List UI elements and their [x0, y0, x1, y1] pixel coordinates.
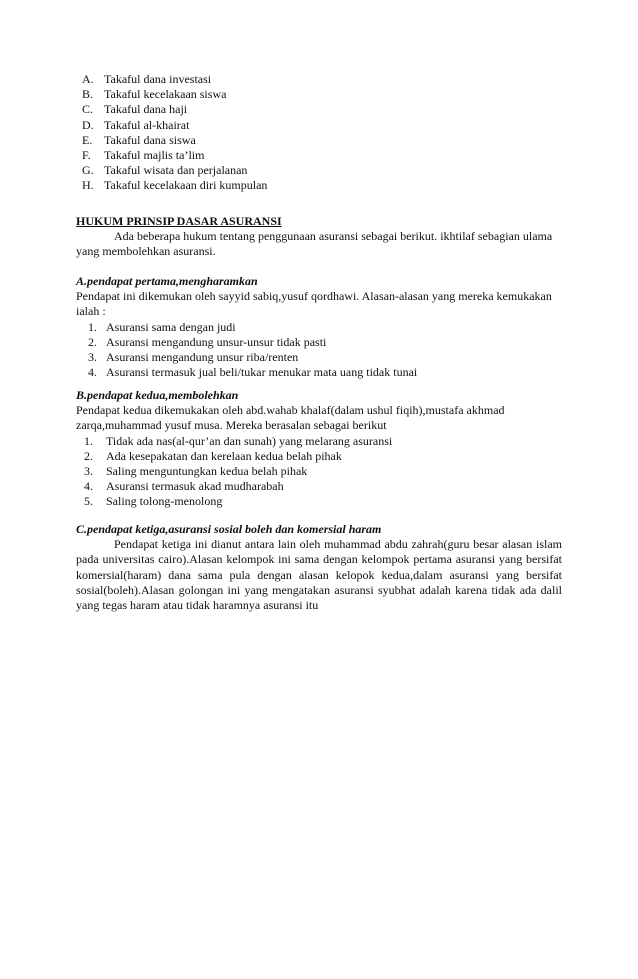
list-marker: 5.	[84, 494, 93, 509]
list-text: Asuransi mengandung unsur-unsur tidak pasti	[106, 334, 327, 349]
list-text: Asuransi termasuk jual beli/tukar menukar mata uang tidak tunai	[106, 365, 418, 380]
list-item	[76, 87, 562, 102]
list-item	[76, 72, 562, 87]
list-text: Takaful kecelakaan diri kumpulan	[104, 178, 268, 193]
list-item	[76, 148, 562, 163]
list-marker: F.	[82, 148, 91, 163]
list-marker: G.	[82, 163, 94, 178]
list-text: Asuransi termasuk akad mudharabah	[106, 479, 284, 494]
list-text: Takaful dana haji	[104, 102, 188, 117]
list-item	[76, 118, 562, 133]
list-item	[76, 350, 562, 365]
list-item	[76, 163, 562, 178]
list-text: Takaful wisata dan perjalanan	[104, 163, 248, 178]
takaful-list	[76, 72, 562, 194]
list-item	[76, 320, 562, 335]
subsection-heading: C.pendapat ketiga,asuransi sosial boleh dan komersial haram	[76, 522, 382, 536]
list-item	[76, 102, 562, 117]
list-text: Ada kesepakatan dan kerelaan kedua belah pihak	[106, 448, 342, 463]
section-heading: HUKUM PRINSIP DASAR ASURANSI	[76, 214, 282, 228]
list-text: Takaful kecelakaan siswa	[104, 87, 227, 102]
subsection-heading: A.pendapat pertama,mengharamkan	[76, 274, 258, 288]
list-text: Saling menguntungkan kedua belah pihak	[106, 464, 308, 479]
list-marker: E.	[82, 132, 93, 147]
section-hukum	[76, 214, 562, 260]
list-text: Takaful al-khairat	[104, 117, 190, 132]
list-marker: D.	[82, 117, 94, 132]
list-text: Asuransi sama dengan judi	[106, 319, 236, 334]
list-marker: 3.	[84, 464, 93, 479]
list-marker: 2.	[88, 334, 97, 349]
list-marker: H.	[82, 178, 94, 193]
list-item	[76, 449, 562, 464]
list-text: Takaful majlis ta’lim	[104, 148, 205, 163]
list-item	[76, 365, 562, 380]
list-item	[76, 178, 562, 193]
list-item	[76, 434, 562, 449]
list-item	[76, 133, 562, 148]
list-item	[76, 335, 562, 350]
list-marker: C.	[82, 102, 94, 117]
list-item	[76, 464, 562, 479]
list-marker: B.	[82, 87, 94, 102]
list-text: Takaful dana siswa	[104, 132, 196, 147]
section-a	[76, 274, 562, 380]
section-b	[76, 388, 562, 510]
section-paragraph: Ada beberapa hukum tentang penggunaan asuransi sebagai berikut. ikhtilaf sebagian ulama yang membolehkan asuransi.	[76, 229, 553, 259]
list-item	[76, 479, 562, 494]
list-text: Saling tolong-menolong	[106, 494, 223, 509]
list-marker: 1.	[84, 433, 93, 448]
list-text: Takaful dana investasi	[104, 72, 212, 86]
subsection-heading: B.pendapat kedua,membolehkan	[76, 388, 239, 402]
list-marker: 4.	[84, 479, 93, 494]
list-marker: 3.	[88, 350, 97, 365]
list-item	[76, 494, 562, 509]
list-marker: 1.	[88, 319, 97, 334]
list-marker: A.	[82, 72, 94, 86]
section-c	[76, 522, 562, 613]
list-marker: 2.	[84, 448, 93, 463]
subsection-paragraph: Pendapat ketiga ini dianut antara lain oleh muhammad abdu zahrah(guru besar alasan islam pada universitas cairo).Alasan kelompok ini sama dengan kelompok pertama asuransi yang bersifat komersial(haram) dana sama pula dengan alasan kelopok kedua,dalam asuransi yang bersifat sosial(boleh).Alasan golongan ini yang mengatakan asuransi syubhat adalah karena tidak ada dalil yang tegas haram atau tidak haramnya asuransi itu	[76, 537, 562, 613]
subsection-intro: Pendapat kedua dikemukakan oleh abd.wahab khalaf(dalam ushul fiqih),mustafa akhmad zarqa,muhammad yusuf musa. Mereka berasalan sebagai berikut	[76, 403, 505, 433]
list-text: Asuransi mengandung unsur riba/renten	[106, 350, 299, 365]
list-marker: 4.	[88, 365, 97, 380]
list-text: Tidak ada nas(al-qur’an dan sunah) yang melarang asuransi	[106, 433, 393, 448]
subsection-intro: Pendapat ini dikemukan oleh sayyid sabiq,yusuf qordhawi. Alasan-alasan yang mereka kemukakan ialah :	[76, 289, 552, 319]
